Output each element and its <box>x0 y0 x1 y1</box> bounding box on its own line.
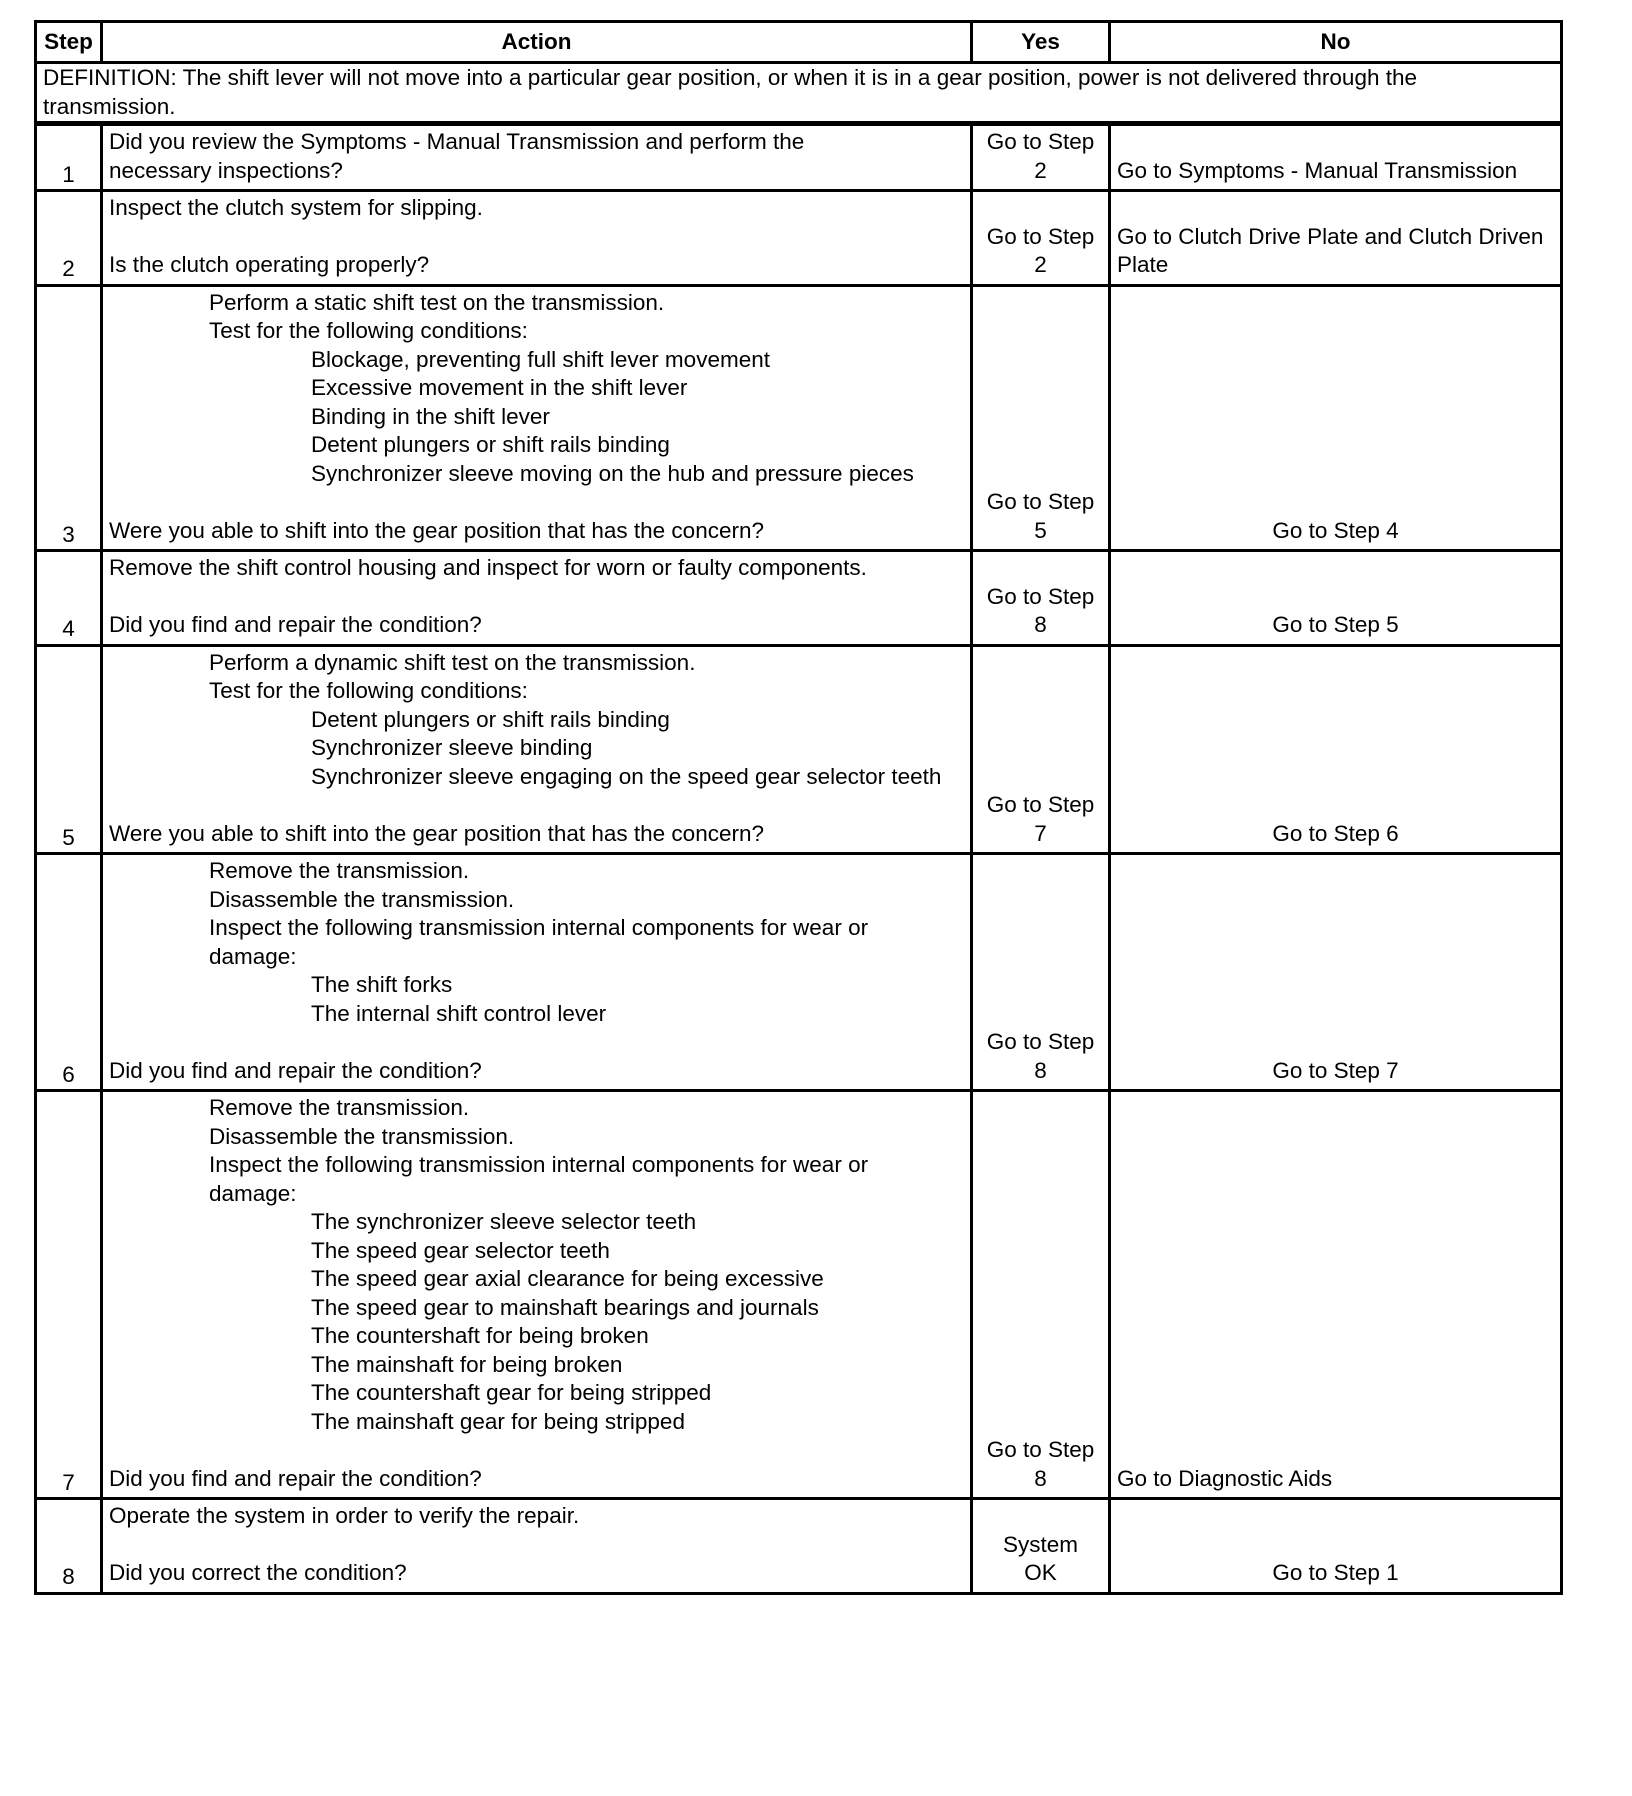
no-cell <box>1110 551 1562 646</box>
no-text: Go to Step 7 <box>1272 1057 1399 1083</box>
step-number: 4 <box>36 551 102 646</box>
action-line: Test for the following conditions: <box>209 678 528 703</box>
action-cell <box>102 124 972 191</box>
yes-text: Go to Step <box>986 223 1095 249</box>
action-line: The speed gear to mainshaft bearings and journals <box>311 1294 819 1320</box>
no-text: Go to Clutch Drive Plate and Clutch Driven Plate <box>1117 223 1544 277</box>
yes-text: 8 <box>1034 612 1047 637</box>
action-line: Operate the system in order to verify the repair. <box>109 1503 580 1528</box>
no-cell <box>1110 124 1562 191</box>
action-line: necessary inspections? <box>109 157 343 183</box>
yes-text: 8 <box>1034 1057 1047 1083</box>
yes-cell <box>972 854 1110 1091</box>
no-cell <box>1110 854 1562 1091</box>
header-step: Step <box>36 22 102 63</box>
action-line: Synchronizer sleeve binding <box>311 735 593 760</box>
no-cell <box>1110 645 1562 854</box>
no-text: Go to Step 6 <box>1272 820 1399 846</box>
header-action: Action <box>102 22 972 63</box>
no-text: Go to Step 5 <box>1272 612 1399 637</box>
step-number: 7 <box>36 1091 102 1499</box>
action-cell <box>102 1499 972 1594</box>
action-cell <box>102 285 972 551</box>
definition-row <box>36 63 1562 124</box>
action-line: Detent plungers or shift rails binding <box>311 706 670 732</box>
no-text: Go to Step 4 <box>1272 517 1399 543</box>
action-line: The countershaft for being broken <box>311 1323 649 1348</box>
spacer <box>109 583 964 612</box>
action-line: Synchronizer sleeve moving on the hub and pressure pieces <box>311 460 914 486</box>
action-line: The synchronizer sleeve selector teeth <box>311 1209 697 1234</box>
table-row <box>36 1091 1562 1499</box>
yes-cell <box>972 551 1110 646</box>
action-line: Were you able to shift into the gear position that has the concern? <box>109 820 764 846</box>
action-line: Perform a dynamic shift test on the transmission. <box>209 649 696 675</box>
action-line: The mainshaft gear for being stripped <box>311 1408 685 1434</box>
no-text: Go to Symptoms - Manual Transmission <box>1117 157 1518 183</box>
table-row <box>36 551 1562 646</box>
step-number: 2 <box>36 191 102 286</box>
action-cell <box>102 854 972 1091</box>
action-line: damage: <box>209 943 297 969</box>
action-line: Inspect the following transmission internal components for wear or <box>209 1152 869 1177</box>
action-line: Is the clutch operating properly? <box>109 252 430 277</box>
spacer <box>109 223 964 252</box>
action-line: damage: <box>209 1180 297 1206</box>
action-cell <box>102 1091 972 1499</box>
table-row <box>36 645 1562 854</box>
action-line: Excessive movement in the shift lever <box>311 375 688 400</box>
yes-text: 8 <box>1034 1465 1047 1491</box>
action-line: Synchronizer sleeve engaging on the speed gear selector teeth <box>311 763 942 789</box>
action-line: Perform a static shift test on the transmission. <box>209 289 665 315</box>
diagnostic-table <box>34 20 1563 1595</box>
header-yes: Yes <box>972 22 1110 63</box>
yes-cell <box>972 645 1110 854</box>
action-line: Binding in the shift lever <box>311 403 550 429</box>
step-number: 6 <box>36 854 102 1091</box>
action-line: Did you review the Symptoms - Manual Transmission and perform the <box>109 129 805 154</box>
step-number: 1 <box>36 124 102 191</box>
action-line: Remove the transmission. <box>209 1095 470 1120</box>
action-line: Remove the transmission. <box>209 858 470 883</box>
header-row <box>36 22 1562 63</box>
yes-text: 2 <box>1034 252 1047 277</box>
no-cell <box>1110 191 1562 286</box>
yes-text: Go to Step <box>986 489 1095 514</box>
yes-cell <box>972 1091 1110 1499</box>
yes-text: System <box>1002 1531 1078 1557</box>
action-line: The shift forks <box>311 972 453 997</box>
header-no: No <box>1110 22 1562 63</box>
yes-text: 5 <box>1034 517 1047 543</box>
no-cell <box>1110 285 1562 551</box>
action-line: Remove the shift control housing and inspect for worn or faulty components. <box>109 555 867 580</box>
step-number: 3 <box>36 285 102 551</box>
yes-cell <box>972 191 1110 286</box>
yes-text: Go to Step <box>986 129 1095 154</box>
table-row <box>36 1499 1562 1594</box>
spacer <box>109 1436 964 1465</box>
yes-cell <box>972 124 1110 191</box>
action-line: The speed gear selector teeth <box>311 1237 610 1263</box>
action-line: The speed gear axial clearance for being excessive <box>311 1266 824 1291</box>
action-line: Inspect the following transmission internal components for wear or <box>209 915 869 940</box>
step-number: 8 <box>36 1499 102 1594</box>
action-line: Did you find and repair the condition? <box>109 612 482 637</box>
table-body <box>36 63 1562 1594</box>
table-row <box>36 285 1562 551</box>
yes-text: 7 <box>1034 820 1047 846</box>
action-cell <box>102 551 972 646</box>
spacer <box>109 1028 964 1057</box>
action-line: Test for the following conditions: <box>209 318 528 343</box>
step-number: 5 <box>36 645 102 854</box>
table-row <box>36 124 1562 191</box>
no-cell <box>1110 1091 1562 1499</box>
table-row <box>36 191 1562 286</box>
yes-cell <box>972 1499 1110 1594</box>
definition-text: DEFINITION: The shift lever will not move into a particular gear position, or when it is in a gear position, power is not delivered through the transmission. <box>36 63 1562 124</box>
action-line: The mainshaft for being broken <box>311 1351 623 1377</box>
yes-cell <box>972 285 1110 551</box>
action-cell <box>102 645 972 854</box>
no-text: Go to Step 1 <box>1272 1560 1399 1585</box>
yes-text: Go to Step <box>986 583 1095 609</box>
yes-text: OK <box>1024 1560 1057 1585</box>
yes-text: Go to Step <box>986 1437 1095 1462</box>
spacer <box>109 791 964 820</box>
action-line: Inspect the clutch system for slipping. <box>109 195 483 220</box>
action-line: Were you able to shift into the gear position that has the concern? <box>109 517 764 543</box>
action-cell <box>102 191 972 286</box>
action-line: Disassemble the transmission. <box>209 1123 515 1149</box>
action-line: Did you find and repair the condition? <box>109 1465 482 1491</box>
action-line: Did you correct the condition? <box>109 1560 407 1585</box>
yes-text: 2 <box>1034 157 1047 183</box>
spacer <box>109 488 964 517</box>
action-line: The internal shift control lever <box>311 1000 607 1026</box>
no-cell <box>1110 1499 1562 1594</box>
no-text: Go to Diagnostic Aids <box>1117 1465 1333 1491</box>
spacer <box>109 1531 964 1560</box>
action-line: Detent plungers or shift rails binding <box>311 432 670 457</box>
yes-text: Go to Step <box>986 792 1095 817</box>
yes-text: Go to Step <box>986 1029 1095 1054</box>
action-line: The countershaft gear for being stripped <box>311 1380 712 1405</box>
table-row <box>36 854 1562 1091</box>
action-line: Blockage, preventing full shift lever movement <box>311 346 770 372</box>
action-line: Did you find and repair the condition? <box>109 1057 482 1083</box>
action-line: Disassemble the transmission. <box>209 886 515 912</box>
